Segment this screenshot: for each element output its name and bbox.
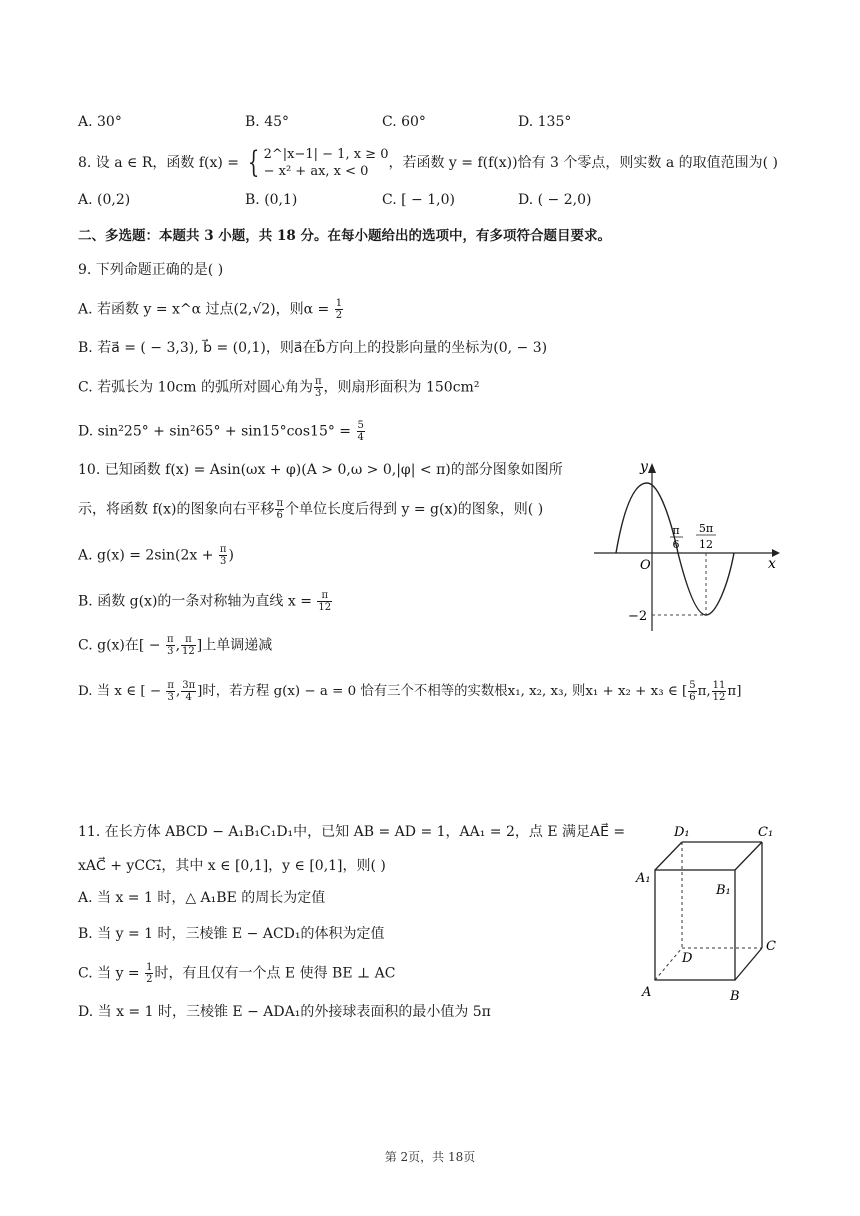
- q10-a-text: A. g(x) = 2sin(2x +: [78, 547, 218, 564]
- q10-option-c: [78, 634, 272, 657]
- q11-c-fraction: $\frac{1}{2}$: [146, 962, 153, 985]
- q10-option-b: [78, 590, 333, 613]
- q10-sine-graph: [592, 455, 782, 635]
- graph-tick1-den: 6: [672, 538, 680, 551]
- q7-option-a: A. 30°: [78, 114, 122, 130]
- q10-a-text-end: ): [228, 547, 234, 564]
- q8-option-d: D. ( − 2,0): [518, 192, 592, 208]
- q8-stem: [78, 146, 778, 180]
- graph-min-label: −2: [628, 609, 648, 624]
- q10-d-fraction1: $\frac{\pi}{3}$: [167, 680, 174, 703]
- label-A1: A₁: [636, 871, 651, 886]
- y-axis-arrow: [648, 463, 656, 473]
- q11-option-b: B. 当 y = 1 时，三棱锥 E − ACD₁的体积为定值: [78, 926, 385, 942]
- q9-option-d: [78, 420, 366, 443]
- q10-stem-line1: 10. 已知函数 f(x) = Asin(ωx + φ)(A > 0,ω > 0,|φ| < π)的部分图象如图所: [78, 462, 563, 478]
- q7-option-d: D. 135°: [518, 114, 572, 130]
- q10-c-fraction1: $\frac{\pi}{3}$: [167, 634, 174, 657]
- q11-option-a: A. 当 x = 1 时，△ A₁BE 的周长为定值: [78, 890, 326, 906]
- q11-c-text-end: 时，有且仅有一个点 E 使得 BE ⊥ AC: [154, 965, 396, 982]
- q10-d-text: D. 当 x ∈ [ −: [78, 684, 166, 699]
- label-C: C: [766, 939, 776, 954]
- q10-stem2-text: 示，将函数 f(x)的图象向右平移: [78, 501, 275, 518]
- q11-stem-line2: xAC⃗ + yCC₁⃗，其中 x ∈ [0,1]，y ∈ [0,1]，则( ): [78, 858, 386, 874]
- q9-c-fraction: $\frac{\pi}{3}$: [314, 376, 322, 399]
- q10-d-text-end: π]: [727, 684, 742, 699]
- label-B: B: [730, 989, 740, 1004]
- graph-tick1-num: π: [672, 524, 680, 537]
- q8-case2: − x² + ax, x < 0: [263, 164, 369, 179]
- graph-tick2-num: 5π: [698, 522, 714, 535]
- q10-option-d: D. 当 x ∈ [ − $\frac{\pi}{3}$ , $\frac{3\pi}{4}$ ]时，若方程 g(x) − a = 0 恰有三个不相等的实数根x₁, x₂, x₃, 则x₁ + x₂ + x₃ ∈ [ $\frac{5}{6}$ π, $\frac{11}{12}$ π]: [78, 680, 742, 703]
- label-C1: C₁: [758, 825, 774, 840]
- q8-option-b: B. (0,1): [245, 192, 298, 208]
- q11-option-c: [78, 962, 395, 985]
- q9-a-text: A. 若函数 y = x^α 过点(2,√2)，则α =: [78, 301, 334, 318]
- page-footer: 第 2页，共 18页: [384, 1150, 476, 1164]
- q8-cases: [264, 146, 389, 180]
- q9-c-text-end: ，则扇形面积为 150cm²: [323, 379, 480, 396]
- q9-d-fraction: $\frac{5}{4}$: [357, 420, 364, 443]
- q11-c-text: C. 当 y =: [78, 965, 145, 982]
- q10-b-fraction: $\frac{\pi}{12}$: [318, 590, 332, 613]
- q7-option-c: C. 60°: [382, 114, 426, 130]
- q10-c-fraction2: $\frac{\pi}{12}$: [182, 634, 195, 657]
- q9-option-b: B. 若a⃗ = ( − 3,3), b⃗ = (0,1)，则a⃗在b⃗方向上的投影向量的坐标为(0, − 3): [78, 340, 548, 356]
- q10-d-text-mid: ]时，若方程 g(x) − a = 0 恰有三个不相等的实数根x₁, x₂, x₃, 则x₁ + x₂ + x₃ ∈ [: [197, 684, 688, 699]
- q10-a-fraction: $\frac{\pi}{3}$: [219, 544, 227, 567]
- q9-option-c: [78, 376, 479, 399]
- q10-c-text: C. g(x)在[ −: [78, 637, 165, 654]
- q10-stem2-text-end: 个单位长度后得到 y = g(x)的图象，则( ): [285, 501, 544, 518]
- q9-a-fraction: $\frac{1}{2}$: [335, 298, 343, 321]
- q10-b-text: B. 函数 g(x)的一条对称轴为直线 x =: [78, 593, 317, 610]
- graph-origin-label: O: [640, 558, 651, 573]
- hidden-edge-ad: [655, 948, 682, 980]
- label-D: D: [682, 951, 693, 966]
- q9-option-a: [78, 298, 344, 321]
- q9-d-text: D. sin²25° + sin²65° + sin15°cos15° =: [78, 423, 356, 440]
- q8-suffix: ，若函数 y = f(f(x))恰有 3 个零点，则实数 a 的取值范围为( ): [388, 155, 778, 171]
- q8-option-a: A. (0,2): [78, 192, 131, 208]
- graph-y-label: y: [640, 459, 648, 475]
- q10-d-pi: π,: [697, 684, 711, 699]
- q10-stem-line2: [78, 498, 543, 521]
- q7-option-b: B. 45°: [245, 114, 290, 130]
- q8-case1: 2^|x−1| − 1, x ≥ 0: [263, 147, 389, 162]
- q8-option-c: C. [ − 1,0): [382, 192, 455, 208]
- q10-d-fraction3: $\frac{5}{6}$: [689, 680, 696, 703]
- q11-stem-line1: 11. 在长方体 ABCD − A₁B₁C₁D₁中，已知 AB = AD = 1，AA₁ = 2，点 E 满足AE⃗ =: [78, 824, 626, 840]
- q9-c-text: C. 若弧长为 10cm 的弧所对圆心角为: [78, 379, 313, 396]
- q10-c-text-end: ]上单调递减: [196, 637, 273, 654]
- label-D1: D₁: [674, 825, 690, 840]
- label-B1: B₁: [716, 883, 731, 898]
- q10-d-fraction4: $\frac{11}{12}$: [712, 680, 726, 703]
- q10-c-comma: ,: [175, 637, 181, 654]
- q8-brace: {: [247, 145, 259, 180]
- section2-heading: 二、多选题：本题共 3 小题，共 18 分。在每小题给出的选项中，有多项符合题目要求。: [78, 228, 611, 244]
- q10-option-a: [78, 544, 234, 567]
- q11-cuboid-figure: [630, 818, 785, 1008]
- q8-prefix: 8. 设 a ∈ R，函数 f(x) =: [78, 155, 244, 171]
- q10-d-fraction2: $\frac{3\pi}{4}$: [182, 680, 196, 703]
- q10-stem-fraction: $\frac{\pi}{6}$: [276, 498, 284, 521]
- label-A: A: [642, 985, 652, 1000]
- graph-tick2-den: 12: [699, 538, 713, 551]
- q11-option-d: D. 当 x = 1 时，三棱锥 E − ADA₁的外接球表面积的最小值为 5π: [78, 1004, 491, 1020]
- graph-x-label: x: [768, 556, 776, 572]
- q9-stem: 9. 下列命题正确的是( ): [78, 262, 224, 278]
